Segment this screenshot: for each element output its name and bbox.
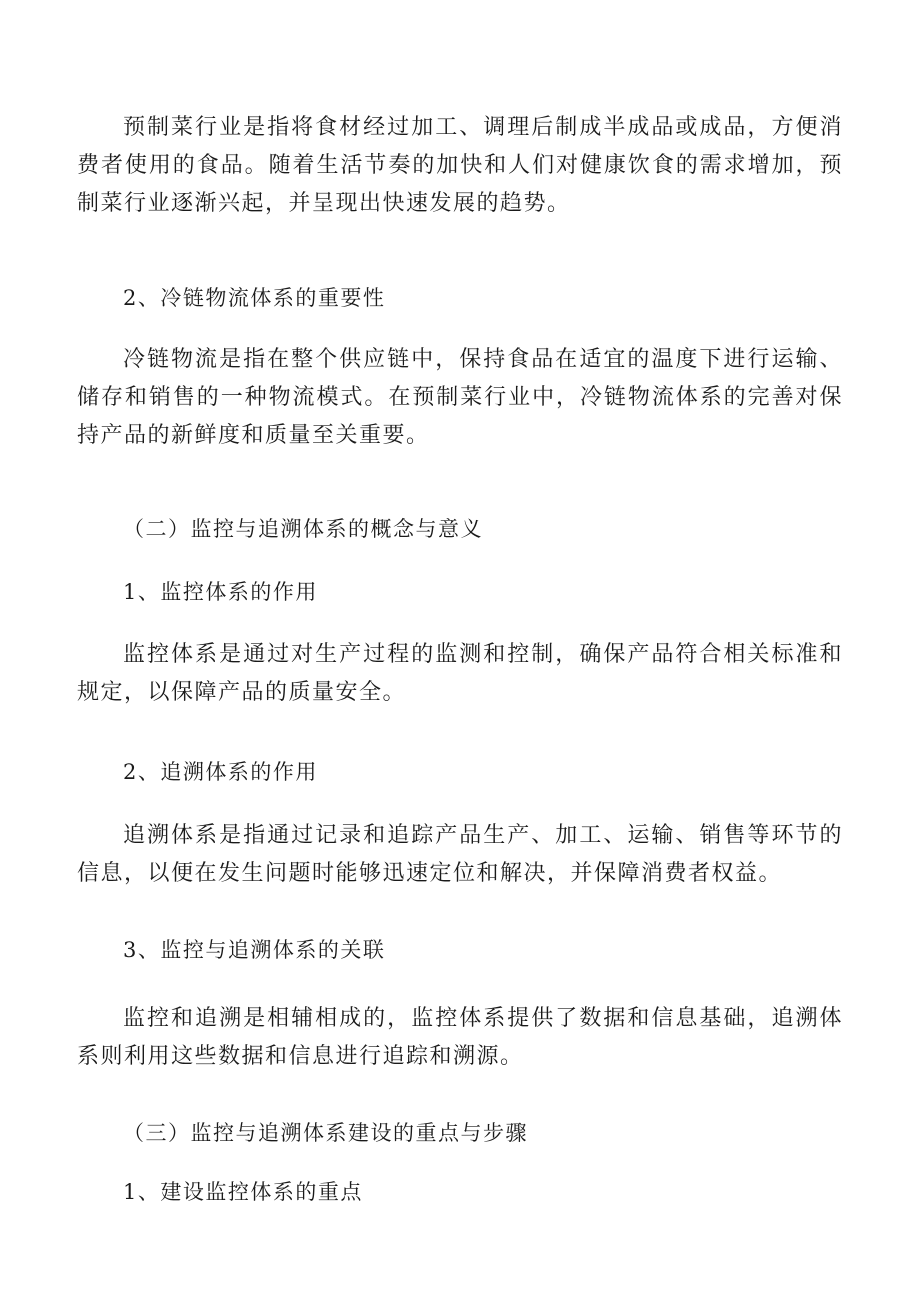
heading-traceability-role: 2、追溯体系的作用 [123, 760, 318, 784]
heading-monitoring-traceability-relation: 3、监控与追溯体系的关联 [123, 938, 386, 962]
heading-monitoring-role: 1、监控体系的作用 [123, 580, 318, 604]
paragraph-monitoring-role: 监控体系是通过对生产过程的监测和控制，确保产品符合相关标准和规定，以保障产品的质量安全。 [77, 642, 843, 705]
heading-monitoring-construction-key-points: 1、建设监控体系的重点 [123, 1180, 363, 1204]
heading-section-construction-key-points-steps: （三）监控与追溯体系建设的重点与步骤 [123, 1121, 528, 1145]
paragraph-prepared-food-definition: 预制菜行业是指将食材经过加工、调理后制成半成品或成品，方便消费者使用的食品。随着生活节奏的加快和人们对健康饮食的需求增加，预制菜行业逐渐兴起，并呈现出快速发展的趋势。 [77, 115, 843, 216]
heading-cold-chain-importance: 2、冷链物流体系的重要性 [123, 286, 386, 310]
paragraph-traceability-role: 追溯体系是指通过记录和追踪产品生产、加工、运输、销售等环节的信息，以便在发生问题时能够迅速定位和解决，并保障消费者权益。 [77, 823, 843, 886]
heading-section-monitoring-traceability-concept: （二）监控与追溯体系的概念与意义 [123, 517, 483, 541]
paragraph-monitoring-traceability-relation: 监控和追溯是相辅相成的，监控体系提供了数据和信息基础，追溯体系则利用这些数据和信息进行追踪和溯源。 [77, 1006, 843, 1069]
paragraph-cold-chain-definition: 冷链物流是指在整个供应链中，保持食品在适宜的温度下进行运输、储存和销售的一种物流模式。在预制菜行业中，冷链物流体系的完善对保持产品的新鲜度和质量至关重要。 [77, 347, 843, 448]
